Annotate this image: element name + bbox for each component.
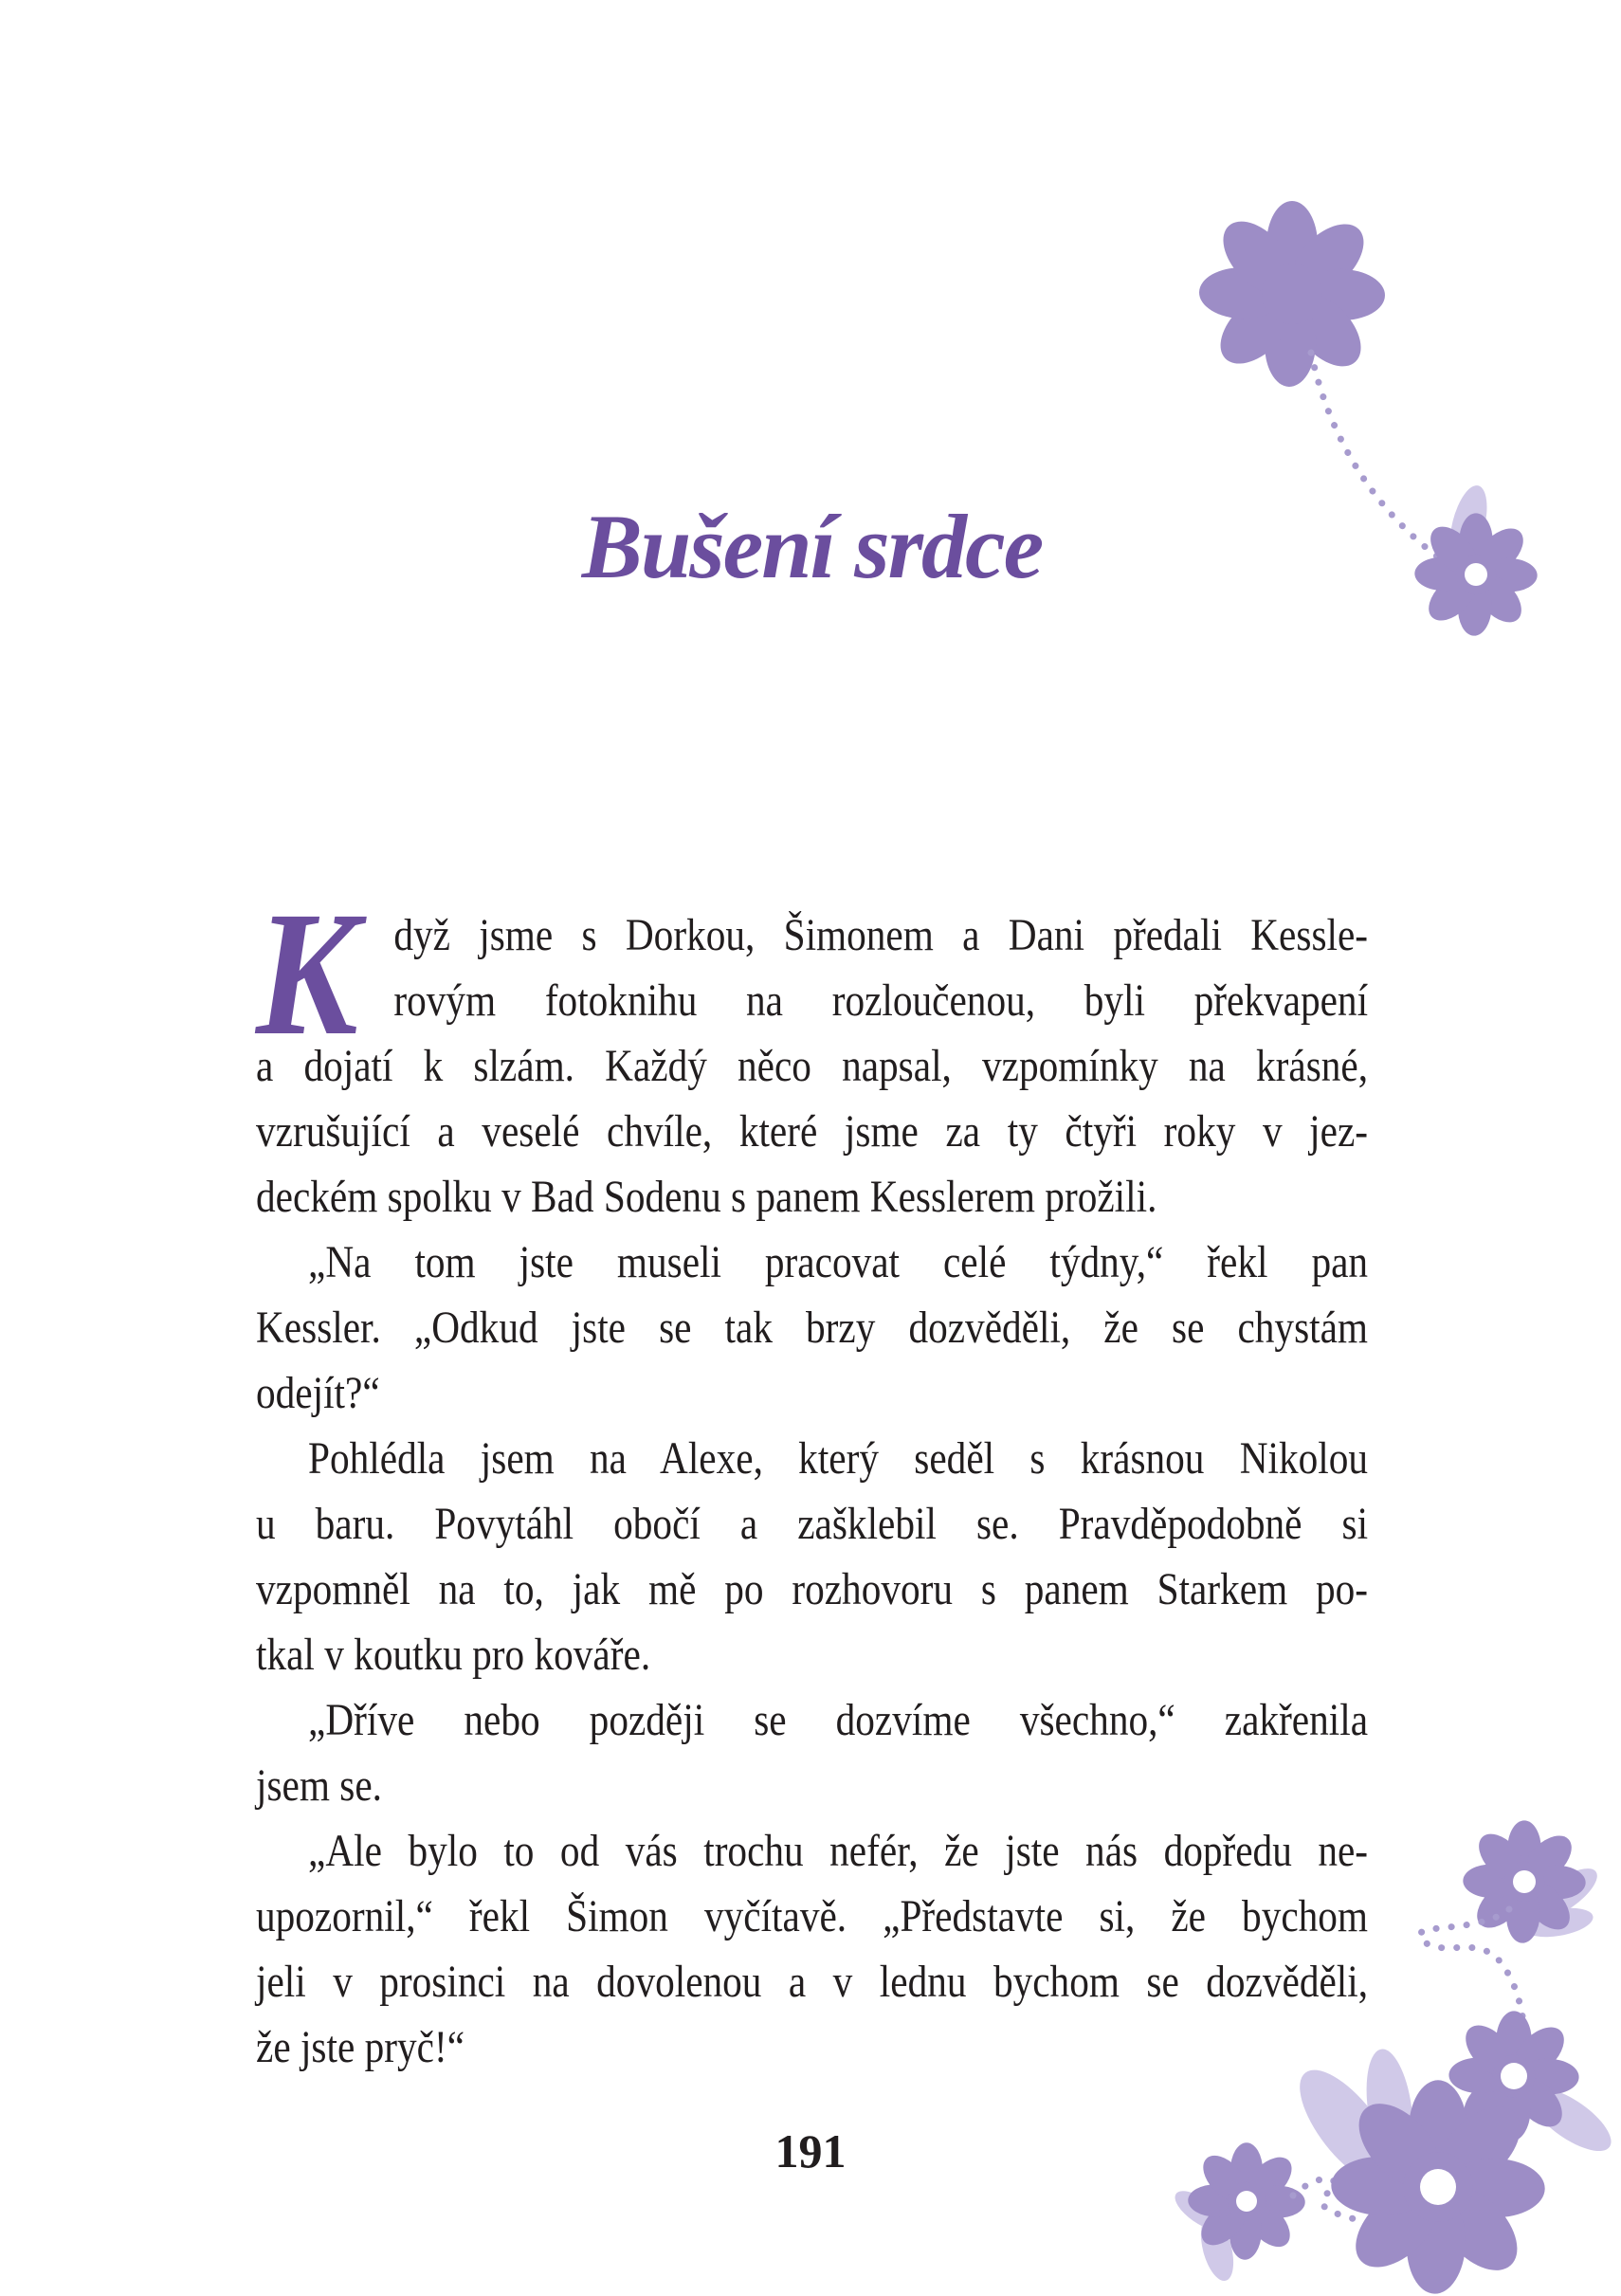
- flower-icon: [1331, 2080, 1545, 2294]
- paragraph: [256, 1687, 1368, 1818]
- flower-icon: [1463, 1820, 1586, 1943]
- drop-cap: K: [256, 874, 358, 1072]
- leaf-icon: [1443, 482, 1494, 569]
- flower-icon: [1414, 513, 1538, 636]
- text-line: jsem se.: [256, 1760, 382, 1811]
- text-line: jeli v prosinci na dovolenou a v lednu bychom se dozvěděli,: [256, 1957, 1369, 2007]
- flower-icon: [1199, 201, 1386, 388]
- text-line: dyž jsme s Dorkou, Šimonem a Dani předali Kessle-: [393, 910, 1369, 960]
- text-line: deckém spolku v Bad Sodenu s panem Kesslerem prožili.: [256, 1172, 1157, 1222]
- text-line: „Dříve nebo později se dozvíme všechno,“ zakřenila: [308, 1695, 1369, 1745]
- text-line: vzpomněl na to, jak mě po rozhovoru s panem Starkem po-: [256, 1564, 1369, 1614]
- flower-center: [1465, 563, 1487, 586]
- text-line: „Na tom jste museli pracovat celé týdny,“ řekl pan: [308, 1237, 1369, 1287]
- leaf-icon: [1194, 2213, 1239, 2284]
- body-text: [256, 874, 1369, 2080]
- flower-center: [1513, 1870, 1536, 1893]
- dotted-vine: [1293, 2178, 1382, 2232]
- paragraph: [256, 874, 1369, 1230]
- text-line: upozornil,“ řekl Šimon vyčítavě. „Představte si, že bychom: [256, 1891, 1369, 1941]
- text-line: odejít?“: [256, 1368, 380, 1418]
- leaf-icon: [1523, 1859, 1605, 1928]
- leaf-icon: [1521, 1904, 1595, 1941]
- text-line: „Ale bylo to od vás trochu nefér, že jste nás dopředu ne-: [308, 1826, 1369, 1876]
- page-number: 191: [774, 2124, 847, 2178]
- dotted-vine: [1420, 1909, 1524, 2031]
- flower-center: [1236, 2191, 1257, 2212]
- text-line: Pohlédla jsem na Alexe, který seděl s krásnou Nikolou: [308, 1433, 1369, 1484]
- flower-center: [1501, 2063, 1527, 2089]
- text-line: a dojatí k slzám. Každý něco napsal, vzpomínky na krásné,: [256, 1041, 1369, 1091]
- text-line: že jste pryč!“: [256, 2022, 465, 2072]
- text-line: Kessler. „Odkud jste se tak brzy dozvěděli, že se chystám: [256, 1303, 1369, 1353]
- flower-icon: [1448, 2011, 1579, 2141]
- text-line: u baru. Povytáhl obočí a zašklebil se. Pravděpodobně si: [256, 1499, 1369, 1549]
- text-line: rovým fotoknihu na rozloučenou, byli překvapení: [393, 975, 1369, 1026]
- text-line: vzrušující a veselé chvíle, které jsme za ty čtyři roky v jez-: [256, 1106, 1369, 1157]
- leaf-icon: [1169, 2184, 1231, 2238]
- paragraph: [256, 1818, 1368, 2080]
- chapter-title: Bušení srdce: [581, 496, 1043, 597]
- paragraph: [256, 1230, 1368, 1426]
- paragraph: [256, 1426, 1368, 1687]
- text-line: tkal v koutku pro kováře.: [256, 1630, 651, 1680]
